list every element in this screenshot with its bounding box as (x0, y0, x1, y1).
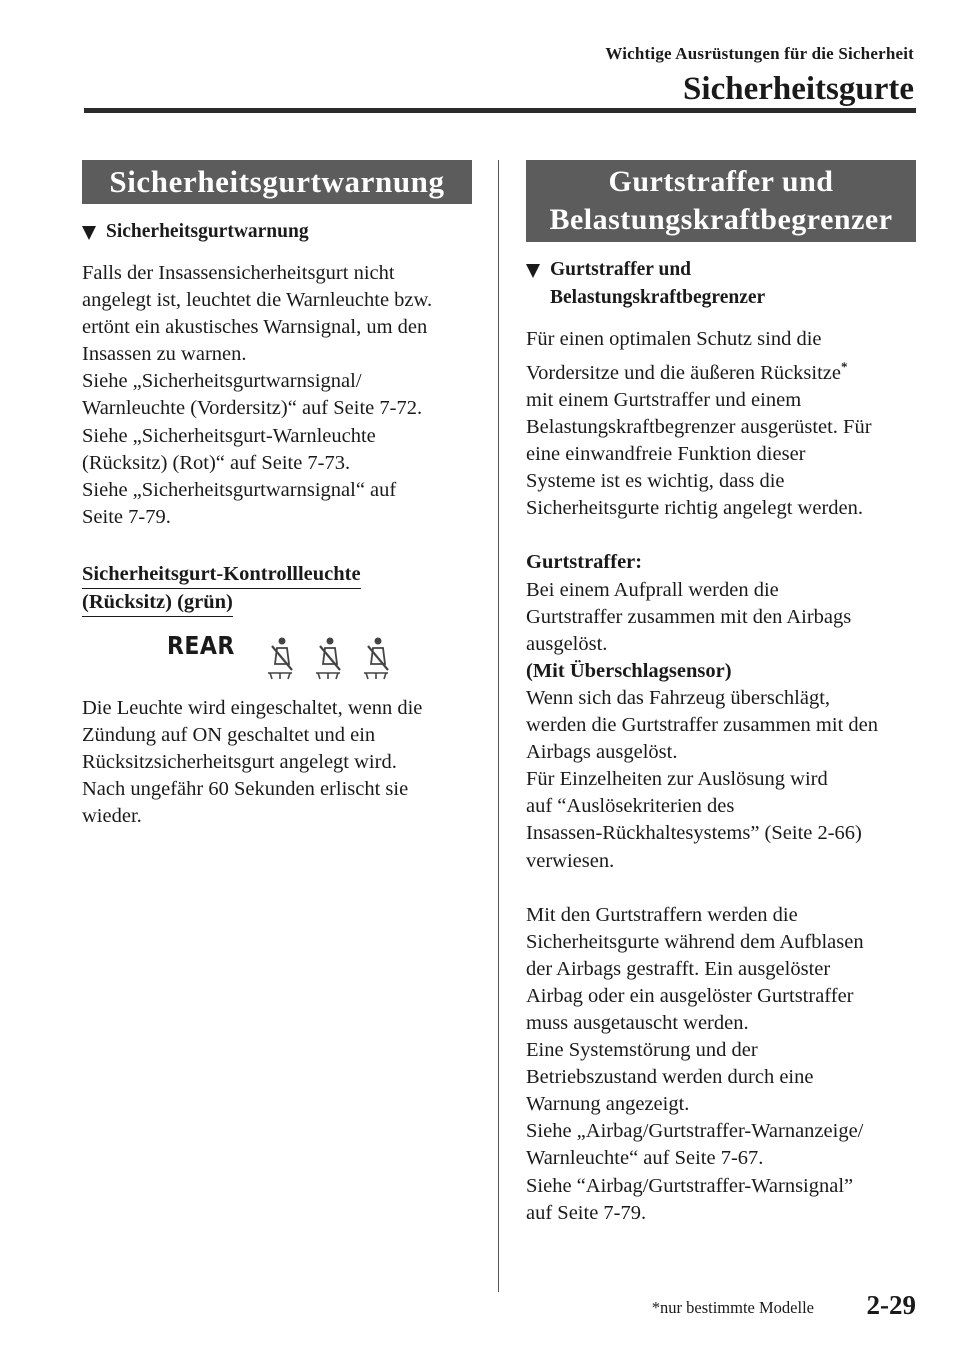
text-line: Siehe “Airbag/Gurtstraffer-Warnsignal” (526, 1174, 854, 1197)
indicator-paragraph (82, 695, 472, 830)
text-line: Siehe „Airbag/Gurtstraffer-Warnanzeige/ (526, 1120, 864, 1143)
triangle-down-icon (82, 226, 96, 240)
page-number: 2-29 (866, 1290, 916, 1320)
subheading-line-2: Belastungskraftbegrenzer (550, 287, 766, 308)
text-line (526, 353, 916, 387)
subheading-pretensioner (526, 256, 916, 312)
text-line: Systeme ist es wichtig, dass die (526, 470, 785, 493)
subheading-seatbelt-warning (82, 218, 472, 246)
text-line: Airbag oder ein ausgelöster Gurtstraffer (526, 984, 854, 1007)
rear-label: REAR (167, 630, 235, 660)
text-line: Für Einzelheiten zur Auslösung wird (526, 768, 828, 791)
section-title: Wichtige Ausrüstungen für die Sicherheit (605, 44, 914, 63)
subheading-text: Sicherheitsgurtwarnung (106, 221, 309, 242)
text-line: ertönt ein akustisches Warnsignal, um den (82, 316, 428, 339)
column-divider (498, 160, 499, 1292)
seatbelt-icon (358, 636, 394, 680)
text-span: Vordersitze und die äußeren Rücksitze (526, 361, 841, 384)
text-line: werden die Gurtstraffer zusammen mit den (526, 714, 878, 737)
text-line: Rücksitzsicherheitsgurt angelegt wird. (82, 751, 397, 774)
text-line: Sicherheitsgurte richtig angelegt werden. (526, 497, 863, 520)
text-line: Betriebszustand werden durch eine (526, 1066, 814, 1089)
text-line: Zündung auf ON geschaltet und ein (82, 724, 376, 747)
seatbelt-icon (262, 636, 298, 680)
text-line: verwiesen. (526, 849, 615, 872)
text-line: Eine Systemstörung und der (526, 1039, 758, 1062)
text-line: Seite 7-79. (82, 505, 171, 528)
text-line: Airbags ausgelöst. (526, 741, 678, 764)
text-line: mit einem Gurtstraffer und einem (526, 389, 802, 412)
text-line: auf “Auslösekriterien des (526, 795, 735, 818)
text-line: Insassen-Rückhaltesystems” (Seite 2-66) (526, 822, 862, 845)
indicator-heading (82, 561, 472, 617)
text-line: Insassen zu warnen. (82, 343, 247, 366)
indicator-heading-line-2: (Rücksitz) (grün) (82, 589, 233, 617)
banner-seatbelt-warning: Sicherheitsgurtwarnung (82, 160, 472, 204)
text-line: Belastungskraftbegrenzer ausgerüstet. Für (526, 416, 872, 439)
page-header (605, 44, 914, 108)
subheading-line-1: Gurtstraffer und (550, 259, 692, 280)
seatbelt-icon (310, 636, 346, 680)
banner-line-2: Belastungskraftbegrenzer (549, 203, 893, 236)
replacement-paragraph (526, 902, 916, 1227)
rollover-label: (Mit Überschlagsensor) (526, 659, 732, 682)
text-line: eine einwandfreie Funktion dieser (526, 443, 806, 466)
indicator-heading-line-1: Sicherheitsgurt-Kontrollleuchte (82, 561, 361, 589)
banner-line-1: Gurtstraffer und (608, 165, 834, 198)
text-line: Siehe „Sicherheitsgurt-Warnleuchte (82, 424, 376, 447)
text-line: Warnleuchte“ auf Seite 7-67. (526, 1147, 764, 1170)
left-column (82, 160, 472, 830)
text-line: muss ausgetauscht werden. (526, 1011, 749, 1034)
text-line: Sicherheitsgurte während dem Aufblasen (526, 930, 864, 953)
pretensioner-label: Gurtstraffer: (526, 551, 643, 574)
text-line: Gurtstraffer zusammen mit den Airbags (526, 605, 852, 628)
pretensioner-paragraph (526, 549, 916, 874)
text-line: Warnung angezeigt. (526, 1093, 690, 1116)
text-line: Bei einem Aufprall werden die (526, 578, 779, 601)
text-line: auf Seite 7-79. (526, 1201, 647, 1224)
chapter-title: Sicherheitsgurte (683, 71, 914, 107)
text-line: der Airbags gestrafft. Ein ausgelöster (526, 957, 831, 980)
text-line: Nach ungefähr 60 Sekunden erlischt sie (82, 778, 409, 801)
text-line: Falls der Insassensicherheitsgurt nicht (82, 262, 395, 284)
text-line: wieder. (82, 805, 142, 828)
footnote-star: * (841, 359, 848, 375)
text-line: ausgelöst. (526, 632, 608, 655)
text-line: Wenn sich das Fahrzeug überschlägt, (526, 686, 831, 709)
banner-pretensioner (526, 160, 916, 242)
rear-indicator-icons (82, 631, 472, 681)
footnote: *nur bestimmte Modelle (651, 1298, 814, 1317)
text-line: Mit den Gurtstraffern werden die (526, 903, 798, 926)
text-line: Warnleuchte (Vordersitz)“ auf Seite 7-72. (82, 397, 423, 420)
text-line: Für einen optimalen Schutz sind die (526, 328, 822, 350)
text-line: (Rücksitz) (Rot)“ auf Seite 7-73. (82, 451, 351, 474)
text-line: Siehe „Sicherheitsgurtwarnsignal“ auf (82, 478, 397, 501)
right-column (526, 160, 916, 1227)
triangle-down-icon (526, 264, 540, 278)
header-rule (84, 108, 916, 113)
text-line: angelegt ist, leuchtet die Warnleuchte bzw. (82, 289, 433, 312)
text-line: Die Leuchte wird eingeschaltet, wenn die (82, 696, 423, 719)
protection-paragraph (526, 326, 916, 522)
warning-paragraph (82, 260, 472, 531)
text-line: Siehe „Sicherheitsgurtwarnsignal/ (82, 370, 362, 393)
